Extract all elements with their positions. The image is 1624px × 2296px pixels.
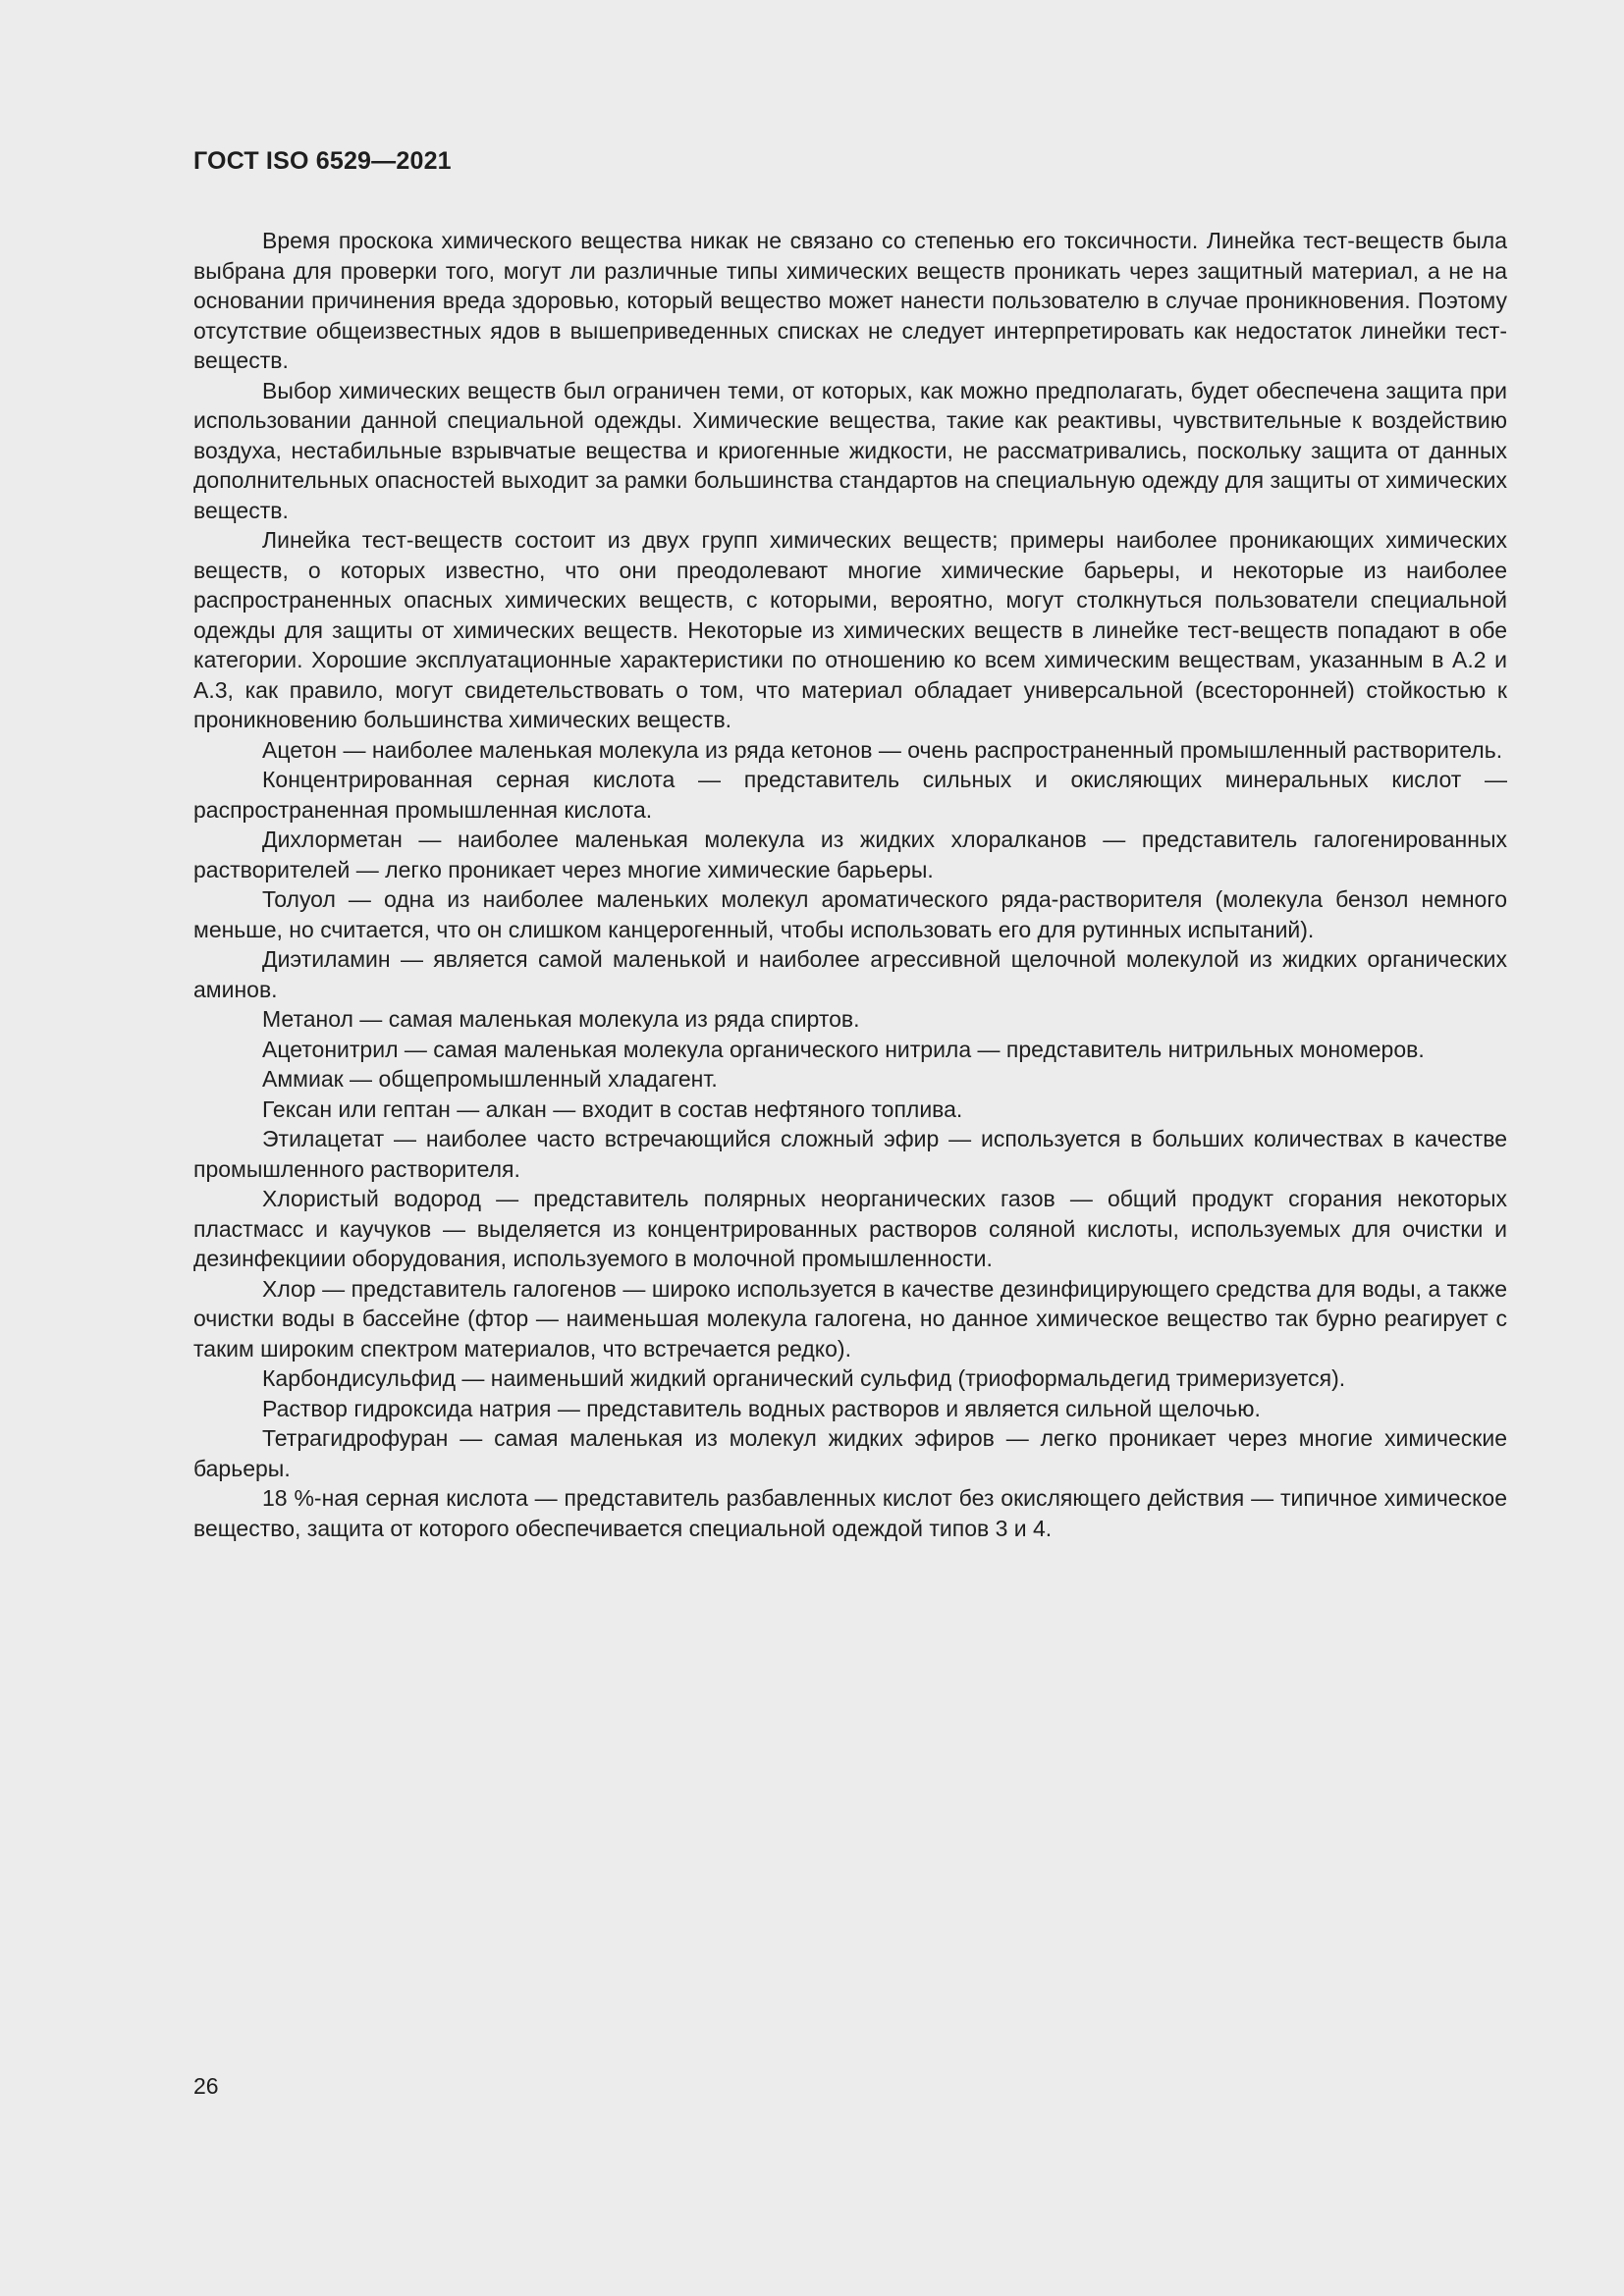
paragraph: Тетрагидрофуран — самая маленькая из молекул жидких эфиров — легко проникает через многие химические барьеры. [193, 1425, 1507, 1481]
paragraph: Ацетон — наиболее маленькая молекула из ряда кетонов — очень распространенный промышленный растворитель. [262, 736, 1503, 763]
paragraph: Аммиак — общепромышленный хладагент. [262, 1066, 718, 1092]
paragraph: Гексан или гептан — алкан — входит в состав нефтяного топлива. [262, 1095, 963, 1122]
paragraph: Толуол — одна из наиболее маленьких молекул ароматического ряда-растворителя (молекула бензол немного меньше, но считается, что он слишком канцерогенный, чтобы использовать его для рутинных испытаний). [193, 886, 1507, 942]
paragraph: Дихлорметан — наиболее маленькая молекула из жидких хлоралканов — представитель галогенированных растворителей — легко проникает через многие химические барьеры. [193, 827, 1507, 882]
paragraph: Карбондисульфид — наименьший жидкий органический сульфид (триоформальдегид тримеризуется). [262, 1365, 1346, 1391]
paragraph: Линейка тест-веществ состоит из двух групп химических веществ; примеры наиболее проникающих химических веществ, о которых известно, что они преодолевают многие химические барьеры, и некоторые из наиболее распространенных опасных химических веществ, с которыми, вероятно, могут столкнуться пользователи специальной одежды для защиты от химических веществ. Некоторые из химических веществ в линейке тест-веществ попадают в обе категории. Хорошие эксплуатационные характеристики по отношению ко всем химическим веществам, указанным в А.2 и А.3, как правило, могут свидетельствовать о том, что материал обладает универсальной (всесторонней) стойкостью к проникновению большинства химических веществ. [193, 527, 1507, 732]
paragraph: Ацетонитрил — самая маленькая молекула органического нитрила — представитель нитрильных мономеров. [262, 1036, 1425, 1062]
paragraph: Метанол — самая маленькая молекула из ряда спиртов. [262, 1006, 860, 1032]
paragraph: Диэтиламин — является самой маленькой и наиболее агрессивной щелочной молекулой из жидких органических аминов. [193, 946, 1507, 1002]
page-number: 26 [193, 2073, 219, 2099]
paragraph: 18 %-ная серная кислота — представитель разбавленных кислот без окисляющего действия — типичное химическое вещество, защита от которого обеспечивается специальной одеждой типов 3 и 4. [193, 1485, 1507, 1541]
paragraph: Хлор — представитель галогенов — широко используется в качестве дезинфицирующего средства для воды, а также очистки воды в бассейне (фтор — наименьшая молекула галогена, но данное химическое вещество так бурно реагирует с таким широким спектром материалов, что встречается редко). [193, 1275, 1507, 1362]
paragraph: Этилацетат — наиболее часто встречающийся сложный эфир — используется в больших количествах в качестве промышленного растворителя. [193, 1126, 1507, 1182]
document-header: ГОСТ ISO 6529—2021 [193, 147, 452, 175]
paragraph: Время проскока химического вещества никак не связано со степенью его токсичности. Линейка тест-веществ была выбрана для проверки того, могут ли различные типы химических веществ проникать через защитный материал, а не на основании причинения вреда здоровью, который вещество может нанести пользователю в случае проникновения. Поэтому отсутствие общеизвестных ядов в вышеприведенных списках не следует интерпретировать как недостаток линейки тест-веществ. [193, 228, 1507, 373]
paragraph: Концентрированная серная кислота — представитель сильных и окисляющих минеральных кислот — распространенная промышленная кислота. [193, 767, 1507, 823]
body-text [193, 226, 1507, 1543]
paragraph: Выбор химических веществ был ограничен теми, от которых, как можно предполагать, будет обеспечена защита при использовании данной специальной одежды. Химические вещества, такие как реактивы, чувствительные к воздействию воздуха, нестабильные взрывчатые вещества и криогенные жидкости, не рассматривались, поскольку защита от данных дополнительных опасностей выходит за рамки большинства стандартов на специальную одежду для защиты от химических веществ. [193, 377, 1507, 523]
paragraph: Раствор гидроксида натрия — представитель водных растворов и является сильной щелочью. [262, 1395, 1261, 1421]
paragraph: Хлористый водород — представитель полярных неорганических газов — общий продукт сгорания некоторых пластмасс и каучуков — выделяется из концентрированных растворов соляной кислоты, используемых для очистки и дезинфекциии оборудования, используемого в молочной промышленности. [193, 1186, 1507, 1271]
